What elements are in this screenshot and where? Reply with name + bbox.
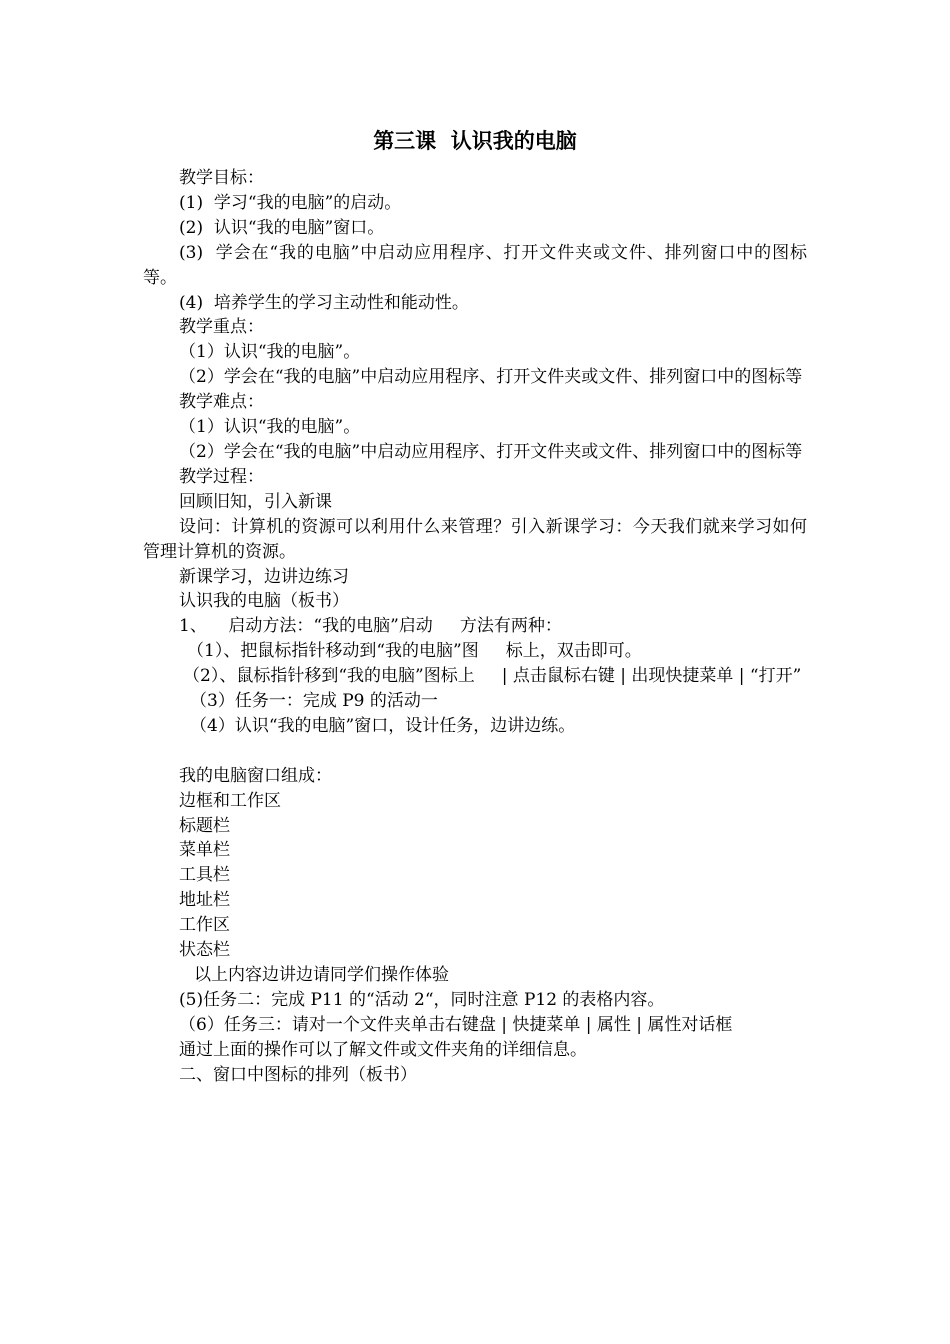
- objective-item-2: (2) 认识“我的电脑”窗口。: [179, 217, 385, 238]
- window-part-item: 状态栏: [179, 940, 230, 961]
- difficulty-2: （2）学会在“我的电脑”中启动应用程序、打开文件夹或文件、排列窗口中的图标等: [179, 441, 803, 462]
- difficulty-1: （1）认识“我的电脑”。: [179, 417, 361, 438]
- window-part-item: 地址栏: [179, 890, 230, 911]
- process-line: 新课学习，边讲边练习: [179, 566, 349, 587]
- section-heading-difficulties: 教学难点：: [179, 392, 264, 413]
- window-part-item: 边框和工作区: [179, 790, 281, 811]
- section-heading-objectives: 教学目标：: [179, 168, 264, 188]
- process-line: 通过上面的操作可以了解文件或文件夹角的详细信息。: [179, 1039, 587, 1060]
- window-part-item: 工具栏: [179, 865, 230, 886]
- section-heading-icon-arrangement: 二、窗口中图标的排列（板书）: [179, 1064, 417, 1085]
- blank-line: [143, 739, 807, 764]
- key-point-2: （2）学会在“我的电脑”中启动应用程序、打开文件夹或文件、排列窗口中的图标等: [179, 367, 803, 388]
- objective-item-4: (4) 培养学生的学习主动性和能动性。: [179, 292, 469, 313]
- window-parts-heading: 我的电脑窗口组成：: [179, 765, 332, 786]
- process-line: （2）、鼠标指针移到“我的电脑”图标上 | 点击鼠标右键 | 出现快捷菜单 | “打开”: [183, 666, 802, 687]
- process-line: 设问：计算机的资源可以利用什么来管理？引入新课学习：今天我们就来学习如何管理计算机的资源。: [143, 516, 807, 562]
- process-line: （3）任务一：完成 P9 的活动一: [190, 691, 438, 712]
- document-body: [143, 166, 807, 1088]
- process-line: 回顾旧知，引入新课: [179, 491, 332, 512]
- objective-item-3: (3) 学会在“我的电脑”中启动应用程序、打开文件夹或文件、排列窗口中的图标等。: [143, 242, 807, 288]
- process-line: （4）认识“我的电脑”窗口，设计任务，边讲边练。: [190, 715, 576, 736]
- process-line: （6）任务三：请对一个文件夹单击右键盘 | 快捷菜单 | 属性 | 属性对话框: [179, 1014, 733, 1035]
- key-point-1: （1）认识“我的电脑”。: [179, 342, 361, 363]
- process-line: 以上内容边讲边请同学们操作体验: [194, 964, 449, 985]
- process-line: (5)任务二：完成 P11 的“活动 2“，同时注意 P12 的表格内容。: [179, 989, 665, 1010]
- process-line: 1、 启动方法：“我的电脑”启动 方法有两种：: [179, 616, 562, 637]
- window-part-item: 菜单栏: [179, 840, 230, 861]
- document-title: 第三课 认识我的电脑: [373, 128, 577, 153]
- section-heading-key-points: 教学重点：: [179, 317, 264, 338]
- section-heading-process: 教学过程：: [179, 466, 264, 487]
- process-line: 认识我的电脑（板书）: [179, 591, 349, 612]
- objective-item-1: (1) 学习“我的电脑”的启动。: [179, 192, 402, 213]
- window-part-item: 工作区: [179, 915, 230, 936]
- window-part-item: 标题栏: [179, 815, 230, 836]
- process-line: （1）、把鼠标指针移动到“我的电脑”图 标上，双击即可。: [187, 641, 642, 662]
